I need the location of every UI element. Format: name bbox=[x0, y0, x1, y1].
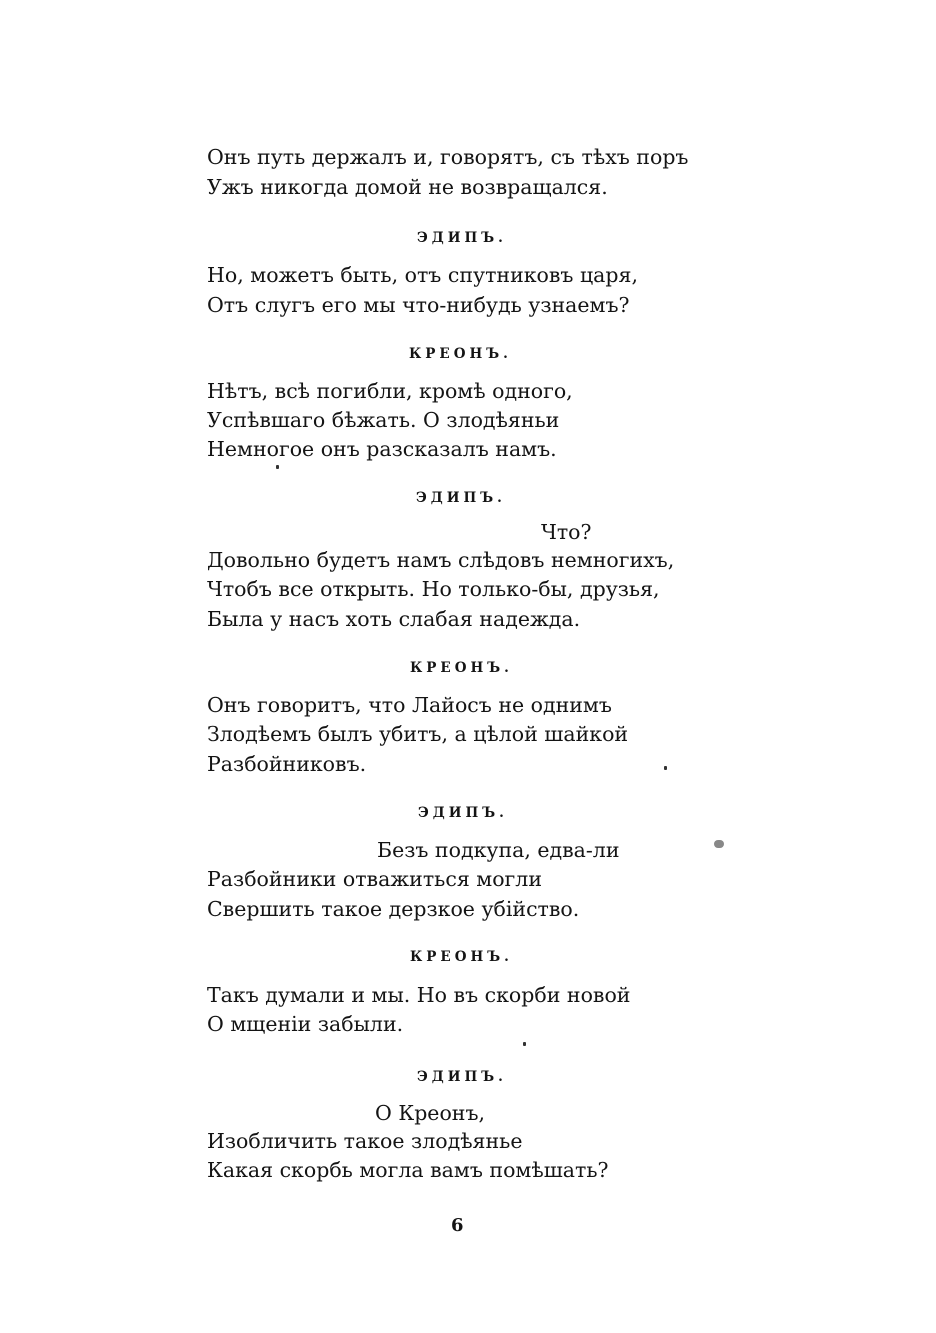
speaker-heading: КРЕОНЪ. bbox=[409, 346, 512, 362]
print-speck bbox=[714, 840, 724, 848]
verse-line: Такъ думали и мы. Но въ скорби новой bbox=[207, 983, 631, 1007]
verse-line: Свершить такое дерзкое убійство. bbox=[207, 897, 580, 921]
verse-line: Нѣтъ, всѣ погибли, кромѣ одного, bbox=[207, 379, 573, 403]
verse-line: Чтобъ все открыть. Но только-бы, друзья, bbox=[207, 577, 660, 601]
print-speck bbox=[523, 1042, 526, 1046]
speaker-heading: КРЕОНЪ. bbox=[410, 949, 513, 965]
verse-line: О мщеніи забыли. bbox=[207, 1012, 404, 1036]
verse-line: О Креонъ, bbox=[375, 1101, 486, 1125]
speaker-heading: ЭДИПЪ. bbox=[417, 1069, 507, 1085]
verse-line: Но, можетъ быть, отъ спутниковъ царя, bbox=[207, 263, 638, 287]
verse-line: Отъ слугъ его мы что-нибудь узнаемъ? bbox=[207, 293, 630, 317]
verse-line: Какая скорбь могла вамъ помѣшать? bbox=[207, 1158, 609, 1182]
verse-line: Успѣвшаго бѣжать. О злодѣяньи bbox=[207, 408, 560, 432]
print-speck bbox=[276, 465, 279, 469]
verse-line: Злодѣемъ былъ убитъ, а цѣлой шайкой bbox=[207, 722, 629, 746]
verse-line: Довольно будетъ намъ слѣдовъ немногихъ, bbox=[207, 548, 675, 572]
verse-line: Онъ путь держалъ и, говорятъ, съ тѣхъ поръ bbox=[207, 145, 689, 169]
verse-line: Разбойники отважиться могли bbox=[207, 867, 542, 891]
verse-line: Онъ говоритъ, что Лайосъ не однимъ bbox=[207, 693, 612, 717]
verse-line: Немногое онъ разсказалъ намъ. bbox=[207, 437, 557, 461]
speaker-heading: ЭДИПЪ. bbox=[417, 230, 507, 246]
speaker-heading: ЭДИПЪ. bbox=[416, 490, 506, 506]
verse-line: Была у насъ хоть слабая надежда. bbox=[207, 607, 581, 631]
verse-line: Безъ подкупа, едва-ли bbox=[377, 838, 620, 862]
speaker-heading: КРЕОНЪ. bbox=[410, 660, 513, 676]
print-speck bbox=[664, 766, 667, 770]
verse-line: Ужъ никогда домой не возвращался. bbox=[207, 175, 608, 199]
page-number: 6 bbox=[451, 1215, 464, 1236]
verse-line: Разбойниковъ. bbox=[207, 752, 367, 776]
verse-line: Что? bbox=[541, 520, 592, 544]
verse-line: Изобличить такое злодѣянье bbox=[207, 1129, 523, 1153]
speaker-heading: ЭДИПЪ. bbox=[418, 805, 508, 821]
